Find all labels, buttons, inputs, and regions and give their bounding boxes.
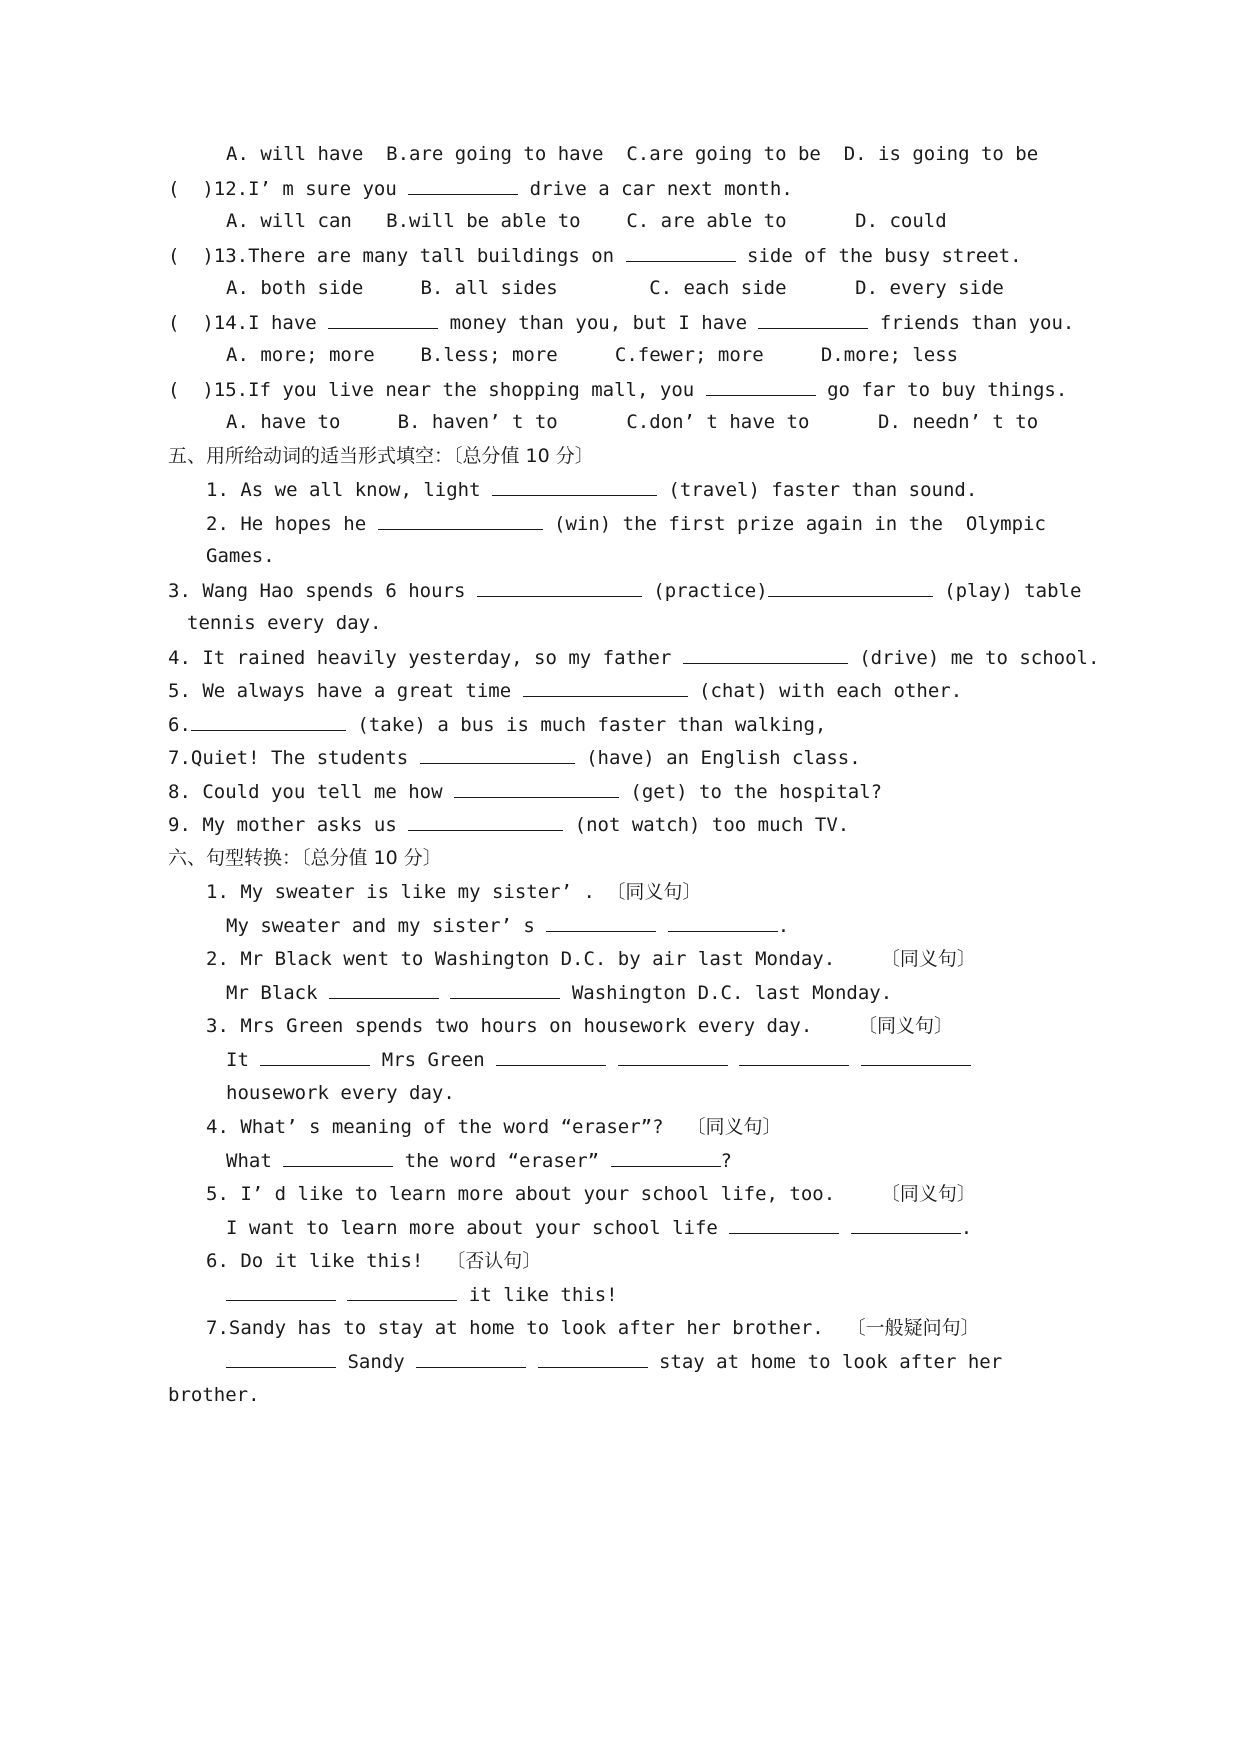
answer-blank[interactable]	[683, 645, 848, 664]
answer-blank[interactable]	[454, 779, 619, 798]
answer-blank[interactable]	[450, 980, 560, 999]
q11-options: A. will have B.are going to have C.are going to be D. is going to be	[226, 143, 1039, 165]
answer-blank[interactable]	[851, 1215, 961, 1234]
section-6-heading: 六、句型转换：〔总分值 10 分〕	[168, 847, 442, 869]
s6-item-3-cont: housework every day.	[226, 1082, 455, 1104]
s6-item-4-answer: What the word “eraser” ?	[226, 1150, 732, 1172]
answer-blank[interactable]	[408, 176, 518, 195]
section-5-heading: 五、用所给动词的适当形式填空：〔总分值 10 分〕	[168, 445, 594, 467]
s6-item-3-answer: It Mrs Green	[226, 1047, 971, 1072]
s6-item-1: 1. My sweater is like my sister’ . 〔同义句〕	[206, 881, 702, 903]
answer-blank[interactable]	[378, 511, 543, 530]
answer-blank[interactable]	[729, 1215, 839, 1234]
answer-blank[interactable]	[477, 578, 642, 597]
s5-item-6: 6. (take) a bus is much faster than walking,	[168, 714, 827, 736]
answer-blank[interactable]	[768, 578, 933, 597]
answer-blank[interactable]	[668, 913, 778, 932]
s5-item-1: 1. As we all know, light (travel) faster than sound.	[206, 479, 978, 501]
q13-options: A. both side B. all sides C. each side D. every side	[226, 277, 1004, 299]
answer-blank[interactable]	[226, 1349, 336, 1368]
question-14: ( )14.I have money than you, but I have friends than you.	[168, 312, 1075, 334]
answer-blank[interactable]	[329, 980, 439, 999]
answer-blank[interactable]	[226, 1282, 336, 1301]
answer-blank[interactable]	[546, 913, 656, 932]
question-12: ( )12.I’ m sure you drive a car next month.	[168, 178, 793, 200]
s5-item-2: 2. He hopes he (win) the first prize again in the Olympic	[206, 513, 1046, 535]
question-13: ( )13.There are many tall buildings on side of the busy street.	[168, 245, 1022, 267]
s5-item-3: 3. Wang Hao spends 6 hours (practice) (play) table	[168, 580, 1082, 602]
s6-item-7-cont: brother.	[168, 1384, 260, 1406]
answer-blank[interactable]	[739, 1047, 849, 1066]
answer-blank[interactable]	[416, 1349, 526, 1368]
answer-blank[interactable]	[758, 310, 868, 329]
s6-item-5: 5. I’ d like to learn more about your school life, too. 〔同义句〕	[206, 1183, 976, 1205]
answer-blank[interactable]	[260, 1047, 370, 1066]
s6-item-1-answer: My sweater and my sister’ s .	[226, 915, 790, 937]
q15-options: A. have to B. haven’ t to C.don’ t have to D. needn’ t to	[226, 411, 1039, 433]
answer-blank[interactable]	[626, 243, 736, 262]
q12-options: A. will can B.will be able to C. are able to D. could	[226, 210, 947, 232]
answer-blank[interactable]	[283, 1148, 393, 1167]
s5-item-9: 9. My mother asks us (not watch) too much TV.	[168, 814, 850, 836]
answer-blank[interactable]	[408, 812, 563, 831]
answer-blank[interactable]	[618, 1047, 728, 1066]
s6-item-7: 7.Sandy has to stay at home to look after her brother. 〔一般疑问句〕	[206, 1317, 980, 1339]
answer-blank[interactable]	[538, 1349, 648, 1368]
s5-item-5: 5. We always have a great time (chat) with each other.	[168, 680, 963, 702]
s5-item-8: 8. Could you tell me how (get) to the hospital?	[168, 781, 883, 803]
s6-item-2: 2. Mr Black went to Washington D.C. by air last Monday. 〔同义句〕	[206, 948, 976, 970]
answer-blank[interactable]	[496, 1047, 606, 1066]
answer-blank[interactable]	[420, 745, 575, 764]
s5-item-2-cont: Games.	[206, 545, 275, 567]
answer-blank[interactable]	[861, 1047, 971, 1066]
answer-blank[interactable]	[347, 1282, 457, 1301]
answer-blank[interactable]	[523, 678, 688, 697]
q14-options: A. more; more B.less; more C.fewer; more D.more; less	[226, 344, 959, 366]
answer-blank[interactable]	[328, 310, 438, 329]
answer-blank[interactable]	[706, 377, 816, 396]
s5-item-4: 4. It rained heavily yesterday, so my father (drive) me to school.	[168, 647, 1100, 669]
answer-blank[interactable]	[492, 477, 657, 496]
answer-blank[interactable]	[611, 1148, 721, 1167]
s6-item-2-answer: Mr Black Washington D.C. last Monday.	[226, 982, 893, 1004]
s5-item-3-cont: tennis every day.	[187, 612, 382, 634]
answer-blank[interactable]	[191, 712, 346, 731]
s5-item-7: 7.Quiet! The students (have) an English class.	[168, 747, 861, 769]
s6-item-6-answer: it like this!	[226, 1282, 618, 1307]
question-15: ( )15.If you live near the shopping mall, you go far to buy things.	[168, 379, 1068, 401]
s6-item-5-answer: I want to learn more about your school life .	[226, 1217, 973, 1239]
s6-item-3: 3. Mrs Green spends two hours on housework every day. 〔同义句〕	[206, 1015, 954, 1037]
s6-item-6: 6. Do it like this! 〔否认句〕	[206, 1250, 542, 1272]
s6-item-7-answer: Sandy stay at home to look after her	[226, 1349, 1002, 1374]
s6-item-4: 4. What’ s meaning of the word “eraser”? 〔同义句〕	[206, 1116, 782, 1138]
